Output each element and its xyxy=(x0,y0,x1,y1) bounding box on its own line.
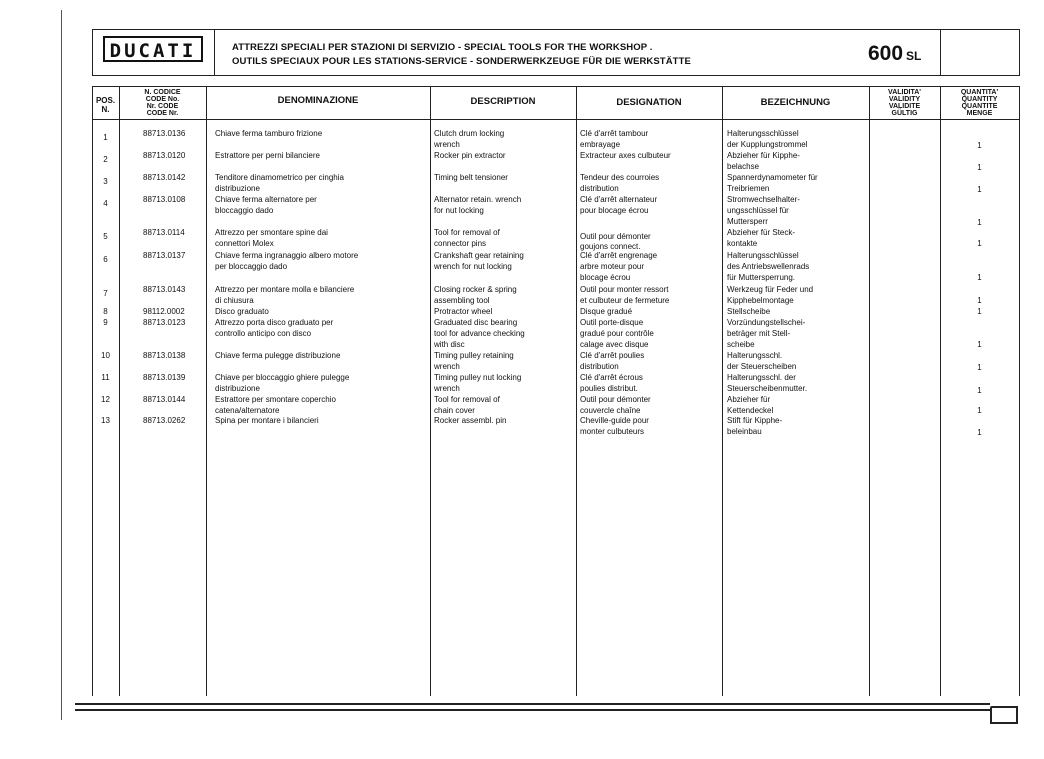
table-cell: 88713.0137 xyxy=(143,251,186,260)
table-cell: 88713.0114 xyxy=(143,228,185,237)
table-cell: 1 xyxy=(977,307,982,316)
table-cell: tool for advance checking xyxy=(434,329,525,338)
page-corner-icon xyxy=(990,706,1018,724)
table-cell: Protractor wheel xyxy=(434,307,493,316)
table-cell: Outil pour démonter xyxy=(580,395,651,404)
table-row xyxy=(0,172,1044,194)
table-cell: Tenditore dinamometrico per cinghia xyxy=(215,173,344,182)
table-cell: Tool for removal of xyxy=(434,395,500,404)
table-cell: Alternator retain. wrench xyxy=(434,195,522,204)
table-cell: beleinbau xyxy=(727,427,762,436)
table-cell: distribuzione xyxy=(215,184,260,193)
header-logo-divider xyxy=(214,29,215,76)
table-cell: des Antriebswellenrads xyxy=(727,262,810,271)
table-row xyxy=(0,317,1044,349)
table-cell: 88713.0108 xyxy=(143,195,186,204)
table-cell: gradué pour contrôle xyxy=(580,329,654,338)
table-cell: bloccaggio dado xyxy=(215,206,274,215)
table-cell: Chiave ferma alternatore per xyxy=(215,195,317,204)
table-cell: Tendeur des courroies xyxy=(580,173,660,182)
table-cell: Stromwechselhalter- xyxy=(727,195,800,204)
table-cell: Cheville-guide pour xyxy=(580,416,649,425)
header-bezeichnung: BEZEICHNUNG xyxy=(760,97,831,108)
table-cell: connettori Molex xyxy=(215,239,274,248)
table-cell: 1 xyxy=(977,406,982,415)
table-row xyxy=(0,250,1044,282)
table-cell: Clé d'arrêt engrenage xyxy=(580,251,658,260)
table-cell: Treibriemen xyxy=(727,184,770,193)
header-code: N. CODICE CODE No. Nr. CODE CODE Nr. xyxy=(144,89,181,117)
table-cell: with disc xyxy=(434,340,465,349)
table-cell: Stift für Kipphe- xyxy=(727,416,783,425)
table-cell: Kipphebelmontage xyxy=(727,296,794,305)
table-cell: Outil porte-disque xyxy=(580,318,644,327)
table-cell: 88713.0144 xyxy=(143,395,186,404)
table-cell: 98112.0002 xyxy=(143,307,185,316)
header-pos: POS. N. xyxy=(95,96,116,114)
model-number: 600 xyxy=(868,42,904,65)
table-cell: arbre moteur pour xyxy=(580,262,645,271)
table-cell: 1 xyxy=(977,273,982,282)
table-row xyxy=(0,415,1044,437)
ducati-logo: DUCATI xyxy=(103,36,203,62)
table-cell: et culbuteur de fermeture xyxy=(580,296,670,305)
table-cell: Chiave per bloccaggio ghiere pulegge xyxy=(215,373,350,382)
header-bottom-border xyxy=(92,75,1020,76)
table-cell: scheibe xyxy=(727,340,755,349)
table-cell: for nut locking xyxy=(434,206,484,215)
table-cell: Crankshaft gear retaining xyxy=(434,251,524,260)
table-header-bottom xyxy=(92,119,1020,120)
header-denominazione: DENOMINAZIONE xyxy=(277,95,359,106)
table-cell: 1 xyxy=(977,296,982,305)
table-cell: couvercle chaîne xyxy=(580,406,641,415)
table-cell: 1 xyxy=(977,340,982,349)
table-row xyxy=(0,194,1044,227)
table-cell: 1 xyxy=(977,185,982,194)
table-cell: 13 xyxy=(101,416,110,425)
table-row xyxy=(0,227,1044,249)
table-cell: Attrezzo per montare molla e bilanciere xyxy=(215,285,355,294)
table-cell: Disco graduato xyxy=(215,307,269,316)
table-cell: Clé d'arrêt écrous xyxy=(580,373,643,382)
table-cell: wrench xyxy=(434,140,460,149)
table-cell: wrench xyxy=(434,362,460,371)
table-cell: der Steuerscheiben xyxy=(727,362,797,371)
table-cell: Extracteur axes culbuteur xyxy=(580,151,671,160)
table-cell: 88713.0123 xyxy=(143,318,186,327)
table-cell: distribution xyxy=(580,362,619,371)
table-cell: Rocker assembl. pin xyxy=(434,416,507,425)
table-cell: monter culbuteurs xyxy=(580,427,645,436)
table-cell: 1 xyxy=(977,386,982,395)
table-cell: Graduated disc bearing xyxy=(434,318,518,327)
table-cell: calage avec disque xyxy=(580,340,649,349)
table-cell: 88713.0262 xyxy=(143,416,186,425)
table-cell: 9 xyxy=(103,318,108,327)
table-cell: 6 xyxy=(103,255,108,264)
table-cell: 11 xyxy=(101,373,110,382)
table-cell: Spina per montare i bilancieri xyxy=(215,416,319,425)
header-right-border xyxy=(1019,29,1020,76)
table-cell: ungsschlüssel für xyxy=(727,206,789,215)
table-cell: distribuzione xyxy=(215,384,260,393)
table-cell: catena/alternatore xyxy=(215,406,280,415)
table-cell: 12 xyxy=(101,395,110,404)
table-cell: Spannerdynamometer für xyxy=(727,173,818,182)
table-cell: Clutch drum locking xyxy=(434,129,505,138)
table-cell: Outil pour démonter xyxy=(580,232,651,241)
table-cell: Abzieher für Steck- xyxy=(727,228,796,237)
table-cell: 1 xyxy=(977,141,982,150)
table-cell: 5 xyxy=(103,232,108,241)
table-cell: 88713.0143 xyxy=(143,285,186,294)
table-cell: Stellscheibe xyxy=(727,307,771,316)
header-top-border xyxy=(92,29,1020,30)
table-cell: Halterungsschl. der xyxy=(727,373,796,382)
table-cell: Tool for removal of xyxy=(434,228,500,237)
footer-rule-top xyxy=(75,703,990,705)
table-cell: Vorzündungstellschei- xyxy=(727,318,806,327)
table-cell: Halterungsschlüssel xyxy=(727,251,799,260)
table-cell: connector pins xyxy=(434,239,487,248)
table-cell: 88713.0142 xyxy=(143,173,186,182)
table-cell: 88713.0136 xyxy=(143,129,186,138)
table-cell: Chiave ferma ingranaggio albero motore xyxy=(215,251,359,260)
table-cell: wrench for nut locking xyxy=(434,262,512,271)
table-cell: 88713.0120 xyxy=(143,151,186,160)
table-cell: Rocker pin extractor xyxy=(434,151,506,160)
table-cell: 3 xyxy=(103,177,108,186)
table-cell: 1 xyxy=(977,239,982,248)
table-cell: beträger mit Stell- xyxy=(727,329,791,338)
table-row xyxy=(0,372,1044,394)
table-cell: controllo anticipo con disco xyxy=(215,329,312,338)
table-cell: Clé d'arrêt alternateur xyxy=(580,195,658,204)
table-cell: Clé d'arrêt tambour xyxy=(580,129,649,138)
header-description: DESCRIPTION xyxy=(470,96,536,107)
table-cell: Chiave ferma tamburo frizione xyxy=(215,129,323,138)
model-suffix: SL xyxy=(906,49,922,63)
table-cell: für Muttersperrung. xyxy=(727,273,796,282)
header-validity: VALIDITA' VALIDITY VALIDITE GÜLTIG xyxy=(888,89,921,117)
table-cell: 1 xyxy=(977,363,982,372)
table-cell: pour blocage écrou xyxy=(580,206,649,215)
table-cell: Disque gradué xyxy=(580,307,633,316)
table-cell: 1 xyxy=(977,428,982,437)
table-cell: 1 xyxy=(103,133,108,142)
title-line-1: ATTREZZI SPECIALI PER STAZIONI DI SERVIZIO - SPECIAL TOOLS FOR THE WORKSHOP . xyxy=(232,42,653,53)
table-cell: 88713.0139 xyxy=(143,373,186,382)
table-cell: 2 xyxy=(103,155,108,164)
table-cell: Muttersperr xyxy=(727,217,768,226)
table-cell: distribution xyxy=(580,184,619,193)
table-cell: 8 xyxy=(103,307,108,316)
table-cell: blocage écrou xyxy=(580,273,631,282)
table-cell: 4 xyxy=(103,199,108,208)
table-row xyxy=(0,350,1044,372)
table-cell: di chiusura xyxy=(215,296,254,305)
table-cell: 1 xyxy=(977,218,982,227)
table-cell: assembling tool xyxy=(434,296,490,305)
table-row xyxy=(0,128,1044,150)
header-left-border xyxy=(92,29,93,76)
header-designation: DESIGNATION xyxy=(616,97,682,108)
table-cell: chain cover xyxy=(434,406,475,415)
table-row xyxy=(0,150,1044,172)
table-cell: Estrattore per perni bilanciere xyxy=(215,151,320,160)
table-row xyxy=(0,394,1044,416)
table-row xyxy=(0,284,1044,306)
model-label xyxy=(868,42,921,66)
table-cell: Closing rocker & spring xyxy=(434,285,517,294)
table-cell: kontakte xyxy=(727,239,758,248)
table-cell: Attrezzo per smontare spine dai xyxy=(215,228,328,237)
table-cell: Kettendeckel xyxy=(727,406,774,415)
table-cell: goujons connect. xyxy=(580,242,641,251)
table-cell: Abzieher für xyxy=(727,395,771,404)
table-cell: Halterungsschl. xyxy=(727,351,783,360)
table-cell: der Kupplungstrommel xyxy=(727,140,808,149)
table-cell: Halterungsschlüssel xyxy=(727,129,799,138)
table-cell: 88713.0138 xyxy=(143,351,186,360)
table-cell: Steuerscheibenmutter. xyxy=(727,384,808,393)
table-cell: Timing pulley nut locking xyxy=(434,373,522,382)
table-cell: Outil pour monter ressort xyxy=(580,285,669,294)
table-cell: 10 xyxy=(101,351,110,360)
table-cell: 7 xyxy=(103,289,108,298)
title-line-2: OUTILS SPECIAUX POUR LES STATIONS-SERVICE - SONDERWERKZEUGE FÜR DIE WERKSTÄTTE xyxy=(232,56,691,67)
table-cell: 1 xyxy=(977,163,982,172)
header-model-divider xyxy=(940,29,941,76)
table-cell: Clé d'arrêt poulies xyxy=(580,351,645,360)
table-cell: Werkzeug für Feder und xyxy=(727,285,814,294)
table-cell: Abzieher für Kipphe- xyxy=(727,151,800,160)
table-cell: embrayage xyxy=(580,140,621,149)
table-cell: poulies distribut. xyxy=(580,384,638,393)
table-cell: belachse xyxy=(727,162,760,171)
footer-rule-bottom xyxy=(75,709,990,711)
table-cell: Timing pulley retaining xyxy=(434,351,514,360)
table-top-border xyxy=(92,86,1020,87)
table-cell: per bloccaggio dado xyxy=(215,262,288,271)
header-quantity: QUANTITA' QUANTITY QUANTITE MENGE xyxy=(960,89,999,117)
table-cell: Chiave ferma pulegge distribuzione xyxy=(215,351,341,360)
table-cell: Attrezzo porta disco graduato per xyxy=(215,318,334,327)
table-cell: wrench xyxy=(434,384,460,393)
table-cell: Estrattore per smontare coperchio xyxy=(215,395,336,404)
table-cell: Timing belt tensioner xyxy=(434,173,508,182)
